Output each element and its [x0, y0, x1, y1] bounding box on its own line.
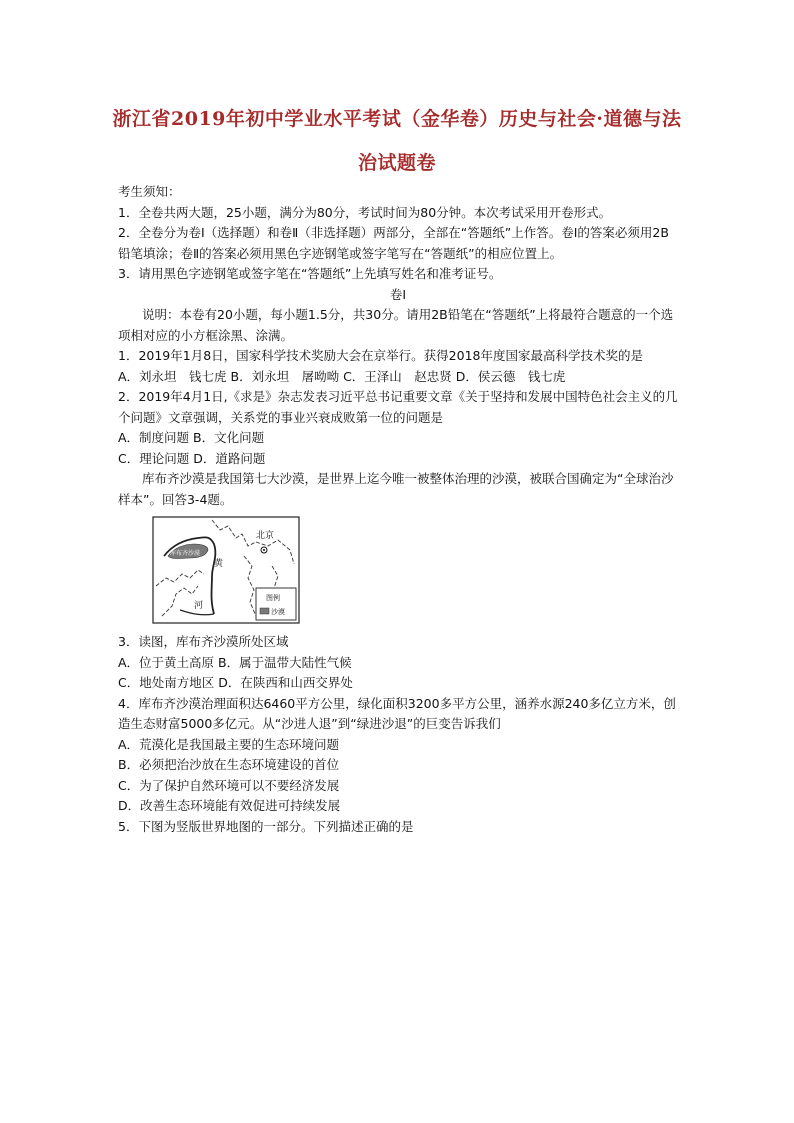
question-4-option-c: C．为了保护自然环境可以不要经济发展 [118, 777, 340, 793]
page-title-line1: 浙江省2019年初中学业水平考试（金华卷）历史与社会·道德与法 [112, 108, 682, 130]
notice-item-1: 1．全卷共两大题，25小题，满分为80分，考试时间为80分钟。本次考试采用开卷形式。 [118, 204, 612, 220]
notice-heading: 考生须知： [118, 184, 181, 199]
section-instructions: 说明：本卷有20小题，每小题1.5分，共30分。请用2B铅笔在“答题纸”上将最符合题意的一个选项相对应的小方框涂黑、涂满。 [118, 307, 674, 343]
page-title-line2: 治试题卷 [357, 152, 436, 174]
question-1-options: A．刘永坦 钱七虎 B．刘永坦 屠呦呦 C．王泽山 赵忠贤 D．侯云德 钱七虎 [118, 368, 566, 384]
question-3-stem: 3．读图，库布齐沙漠所处区域 [118, 634, 289, 649]
map-legend-title: 图例 [266, 594, 280, 602]
map-label-desert: 库布齐沙漠 [170, 550, 201, 557]
notice-item-2: 2．全卷分为卷Ⅰ（选择题）和卷Ⅱ（非选择题）两部分，全部在“答题纸”上作答。卷Ⅰ的答案必须用2B铅笔填涂；卷Ⅱ的答案必须用黑色字迹钢笔或签字笔写在“答题纸”的相应位置上。 [118, 225, 669, 261]
question-2-stem: 2．2019年4月1日,《求是》杂志发表习近平总书记重要文章《关于坚持和发展中国特色社会主义的几个问题》文章强调，关系党的事业兴衰成败第一位的问题是 [118, 389, 678, 425]
question-4-option-d: D．改善生态环境能有效促进可持续发展 [118, 798, 341, 813]
question-3-options-ab: A．位于黄土高原 B．属于温带大陆性气候 [118, 654, 352, 670]
reading-passage: 库布齐沙漠是我国第七大沙漠，是世界上迄今唯一被整体治理的沙漠，被联合国确定为“全球治沙样本”。回答3-4题。 [118, 471, 674, 507]
question-2-options-cd: C．理论问题 D．道路问题 [118, 450, 266, 466]
map-label-beijing: 北京 [256, 531, 275, 541]
map-label-river-top: 黄 [214, 559, 224, 569]
question-5-stem: 5．下图为竖版世界地图的一部分。下列描述正确的是 [118, 818, 414, 834]
kubuqi-desert-map [152, 516, 678, 624]
question-3-options-cd: C．地处南方地区 D．在陕西和山西交界处 [118, 675, 353, 690]
question-4-option-b: B．必须把治沙放在生态环境建设的首位 [118, 757, 340, 772]
question-1-stem: 1．2019年1月8日，国家科学技术奖励大会在京举行。获得2018年度国家最高科学技术奖的是 [118, 348, 643, 363]
exam-content [118, 182, 678, 837]
notice-item-3: 3．请用黑色字迹钢笔或签字笔在“答题纸”上先填写姓名和准考证号。 [118, 266, 502, 281]
question-4-stem: 4．库布齐沙漠治理面积达6460平方公里，绿化面积3200多平方公里，涵养水源240多亿立方米，创造生态财富5000多亿元。从“沙进人退”到“绿进沙退”的巨变告诉我们 [118, 695, 676, 731]
section-heading: 卷Ⅰ [389, 286, 407, 302]
question-4-option-a: A．荒漠化是我国最主要的生态环境问题 [118, 736, 340, 752]
map-label-river-bottom: 河 [194, 601, 204, 611]
map-legend-desert: 沙漠 [271, 608, 285, 616]
question-2-options-ab: A．制度问题 B．文化问题 [118, 430, 265, 445]
map-figure [152, 516, 300, 624]
